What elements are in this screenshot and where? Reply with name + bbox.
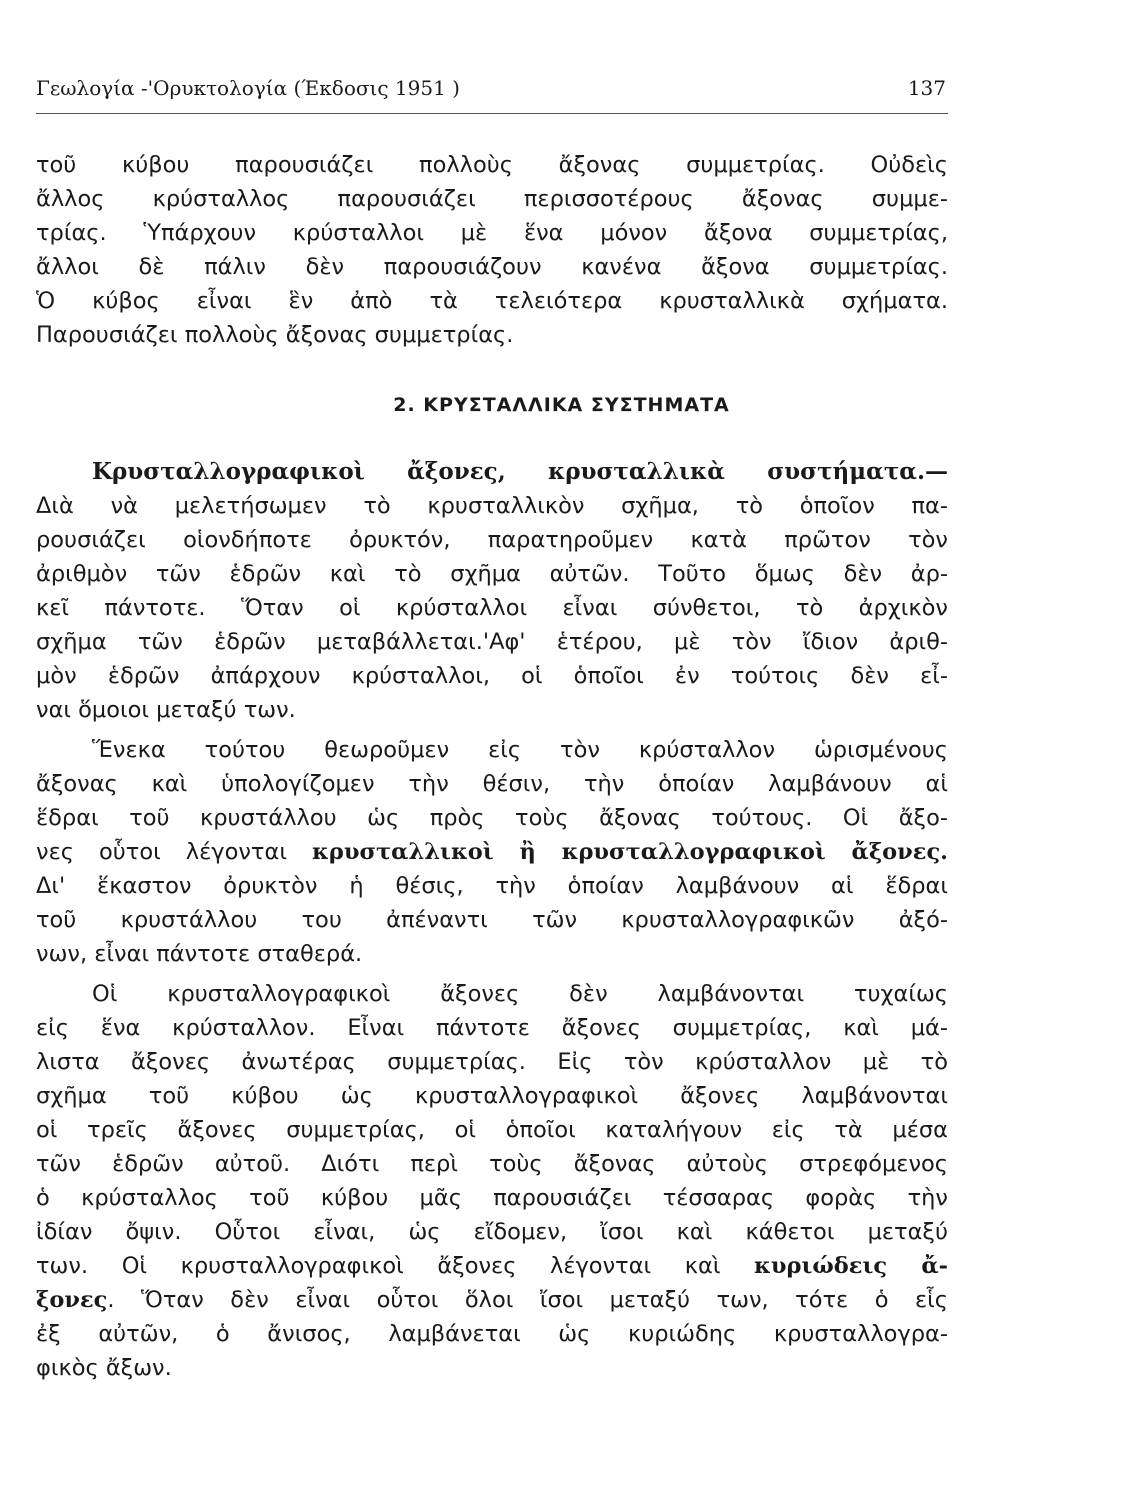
- text-line: ὁ κρύσταλλος τοῦ κύβου μᾶς παρουσιάζει τέσσαρας φορὰς τὴν: [36, 1185, 948, 1211]
- text-line: ναι ὅμοιοι μεταξύ των.: [36, 697, 296, 723]
- text-line: κεῖ πάντοτε. Ὅταν οἱ κρύσταλλοι εἶναι σύνθετοι, τὸ ἀρχικὸν: [36, 595, 948, 621]
- text-line: ἰδίαν ὄψιν. Οὗτοι εἶναι, ὡς εἴδομεν, ἴσοι καὶ κάθετοι μεταξύ: [36, 1219, 948, 1245]
- text-line: [36, 1249, 948, 1283]
- text-line: Διὰ νὰ μελετήσωμεν τὸ κρυσταλλικὸν σχῆμα, τὸ ὁποῖον πα-: [36, 493, 948, 519]
- bold-term: ξονες: [36, 1287, 108, 1313]
- text-span: . Ὅταν δὲν εἶναι οὗτοι ὅλοι ἴσοι μεταξύ των, τότε ὁ εἷς: [107, 1287, 948, 1313]
- text-line: λιστα ἄξονες ἀνωτέρας συμμετρίας. Εἰς τὸν κρύσταλλον μὲ τὸ: [36, 1049, 948, 1075]
- text-line: Ὁ κύβος εἶναι ἓν ἀπὸ τὰ τελειότερα κρυσταλλικὰ σχήματα.: [36, 288, 948, 314]
- page-number: 137: [907, 76, 946, 100]
- text-line: ἐξ αὐτῶν, ὁ ἄνισος, λαμβάνεται ὡς κυριώδης κρυσταλλογρα-: [36, 1321, 948, 1347]
- paragraph-lead-title: Κρυσταλλογραφικοὶ ἄξονες, κρυσταλλικὰ συστήματα.—: [92, 458, 948, 485]
- text-line: ρουσιάζει οἱονδήποτε ὀρυκτόν, παρατηροῦμεν κατὰ πρῶτον τὸν: [36, 527, 948, 553]
- text-line: Ἕνεκα τούτου θεωροῦμεν εἰς τὸν κρύσταλλον ὡρισμένους: [92, 737, 948, 763]
- bold-term: κυριώδεις ἄ-: [754, 1253, 948, 1279]
- text-line: [36, 1283, 948, 1317]
- text-line: [36, 835, 948, 869]
- running-header: [36, 76, 946, 106]
- text-line: τοῦ κρυστάλλου του ἀπέναντι τῶν κρυσταλλογραφικῶν ἀξό-: [36, 907, 948, 933]
- text-line: τοῦ κύβου παρουσιάζει πολλοὺς ἄξονας συμμετρίας. Οὐδεὶς: [36, 152, 948, 178]
- text-line: τρίας. Ὑπάρχουν κρύσταλλοι μὲ ἕνα μόνον ἄξονα συμμετρίας,: [36, 220, 948, 246]
- text-line: Παρουσιάζει πολλοὺς ἄξονας συμμετρίας.: [36, 322, 514, 348]
- text-line: εἰς ἕνα κρύσταλλον. Εἶναι πάντοτε ἄξονες συμμετρίας, καὶ μά-: [36, 1015, 948, 1041]
- text-line: ἀριθμὸν τῶν ἑδρῶν καὶ τὸ σχῆμα αὐτῶν. Τοῦτο ὅμως δὲν ἀρ-: [36, 561, 948, 587]
- text-line: φικὸς ἄξων.: [36, 1355, 172, 1381]
- section-heading: 2. ΚΡΥΣΤΑΛΛΙΚΑ ΣΥΣΤΗΜΑΤΑ: [393, 394, 730, 416]
- text-line: οἱ τρεῖς ἄξονες συμμετρίας, οἱ ὁποῖοι καταλήγουν εἰς τὰ μέσα: [36, 1117, 948, 1143]
- text-span: νες οὗτοι λέγονται: [36, 839, 313, 865]
- text-line: τῶν ἑδρῶν αὐτοῦ. Διότι περὶ τοὺς ἄξονας αὐτοὺς στρεφόμενος: [36, 1151, 948, 1177]
- text-line: Δι' ἕκαστον ὀρυκτὸν ἡ θέσις, τὴν ὁποίαν λαμβάνουν αἱ ἕδραι: [36, 873, 948, 899]
- bold-term: κρυσταλλικοὶ ἢ κρυσταλλογραφικοὶ ἄξονες.: [312, 839, 948, 865]
- text-line: μὸν ἑδρῶν ἀπάρχουν κρύσταλλοι, οἱ ὁποῖοι ἐν τούτοις δὲν εἶ-: [36, 663, 948, 689]
- text-line: ἄλλοι δὲ πάλιν δὲν παρουσιάζουν κανένα ἄξονα συμμετρίας.: [36, 254, 948, 280]
- text-span: των. Οἱ κρυσταλλογραφικοὶ ἄξονες λέγονται καὶ: [36, 1253, 755, 1279]
- text-line: ἄλλος κρύσταλλος παρουσιάζει περισσοτέρους ἄξονας συμμε-: [36, 186, 948, 212]
- text-line: σχῆμα τῶν ἑδρῶν μεταβάλλεται.'Αφ' ἑτέρου, μὲ τὸν ἴδιον ἀριθ-: [36, 629, 948, 655]
- text-line: Οἱ κρυσταλλογραφικοὶ ἄξονες δὲν λαμβάνονται τυχαίως: [92, 981, 948, 1007]
- text-line: νων, εἶναι πάντοτε σταθερά.: [36, 941, 363, 967]
- text-line: ἕδραι τοῦ κρυστάλλου ὡς πρὸς τοὺς ἄξονας τούτους. Οἱ ἄξο-: [36, 805, 948, 831]
- header-title: Γεωλογία -'Ορυκτολογία (Έκδοσις 1951 ): [36, 76, 460, 100]
- header-rule: [36, 113, 948, 114]
- text-line: σχῆμα τοῦ κύβου ὡς κρυσταλλογραφικοὶ ἄξονες λαμβάνονται: [36, 1083, 948, 1109]
- text-line: ἄξονας καὶ ὑπολογίζομεν τὴν θέσιν, τὴν ὁποίαν λαμβάνουν αἱ: [36, 771, 948, 797]
